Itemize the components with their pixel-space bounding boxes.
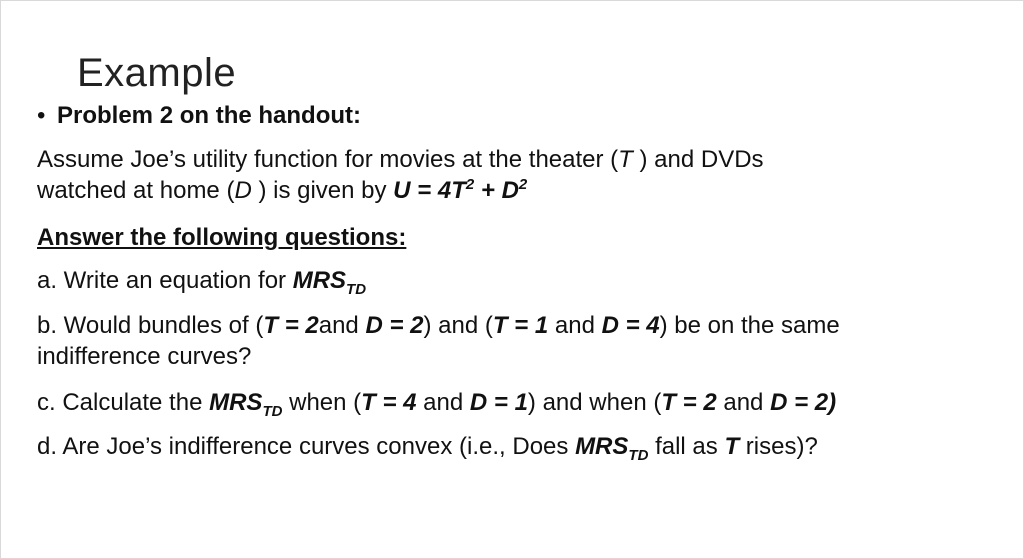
bullet-dot: • xyxy=(37,102,46,129)
assume-text-1: Assume Joe’s utility function for movies at the theater ( xyxy=(37,146,619,173)
question-a xyxy=(37,265,366,296)
qc-text-3: and xyxy=(416,389,470,416)
qc-mrs: MRS xyxy=(209,389,263,416)
qc-bold-3: T = 2 xyxy=(661,389,717,416)
qd-text-1: d. Are Joe’s indifference curves convex (i.e., Does xyxy=(37,433,576,460)
qa-mrs: MRS xyxy=(292,267,347,294)
qb-bold-4: D = 4 xyxy=(601,312,660,339)
qb-text-4: and xyxy=(548,312,602,339)
qb-text-5: ) be on the same xyxy=(659,312,840,339)
qb-text-2: and xyxy=(318,312,366,339)
utility-exp-1: 2 xyxy=(465,176,475,193)
question-b-line-1 xyxy=(37,310,840,341)
qd-mrs-sub: TD xyxy=(628,447,649,464)
assume-text-3: watched at home ( xyxy=(37,177,235,204)
qd-text-2: fall as xyxy=(648,433,725,460)
qc-text-4: ) and when ( xyxy=(527,389,662,416)
assume-text-2: ) and DVDs xyxy=(632,146,764,173)
var-t: T xyxy=(618,146,633,173)
qc-text-1: c. Calculate the xyxy=(37,389,210,416)
qc-text-5: and xyxy=(716,389,771,416)
slide-title: Example xyxy=(77,51,237,95)
qc-bold-4: D = 2) xyxy=(770,389,837,416)
assume-text-4: ) is given by xyxy=(251,177,394,204)
assume-line-2 xyxy=(37,175,527,206)
utility-exp-2: 2 xyxy=(518,176,528,193)
answer-heading: Answer the following questions: xyxy=(37,224,407,251)
qd-text-3: rises)? xyxy=(739,433,818,460)
qa-mrs-sub: TD xyxy=(346,281,367,298)
qc-bold-1: T = 4 xyxy=(361,389,417,416)
utility-eq-u: U = 4T xyxy=(393,177,466,204)
qb-bold-3: T = 1 xyxy=(492,312,549,339)
utility-eq-d: + D xyxy=(474,177,519,204)
bullet-text: Problem 2 on the handout: xyxy=(57,102,361,129)
qb-bold-2: D = 2 xyxy=(365,312,424,339)
qc-text-2: when ( xyxy=(282,389,362,416)
qb-bold-1: T = 2 xyxy=(263,312,319,339)
qa-text: a. Write an equation for xyxy=(37,267,293,294)
question-b-line-2: indifference curves? xyxy=(37,343,252,370)
qc-bold-2: D = 1 xyxy=(469,389,528,416)
qd-mrs: MRS xyxy=(575,433,629,460)
qb-text-3: ) and ( xyxy=(423,312,493,339)
question-d xyxy=(37,431,818,462)
assume-line-1 xyxy=(37,144,764,175)
qc-mrs-sub: TD xyxy=(262,403,283,420)
qd-bold-t: T xyxy=(724,433,740,460)
var-d: D xyxy=(234,177,252,204)
qb-text-1: b. Would bundles of ( xyxy=(37,312,264,339)
question-c xyxy=(37,387,836,418)
